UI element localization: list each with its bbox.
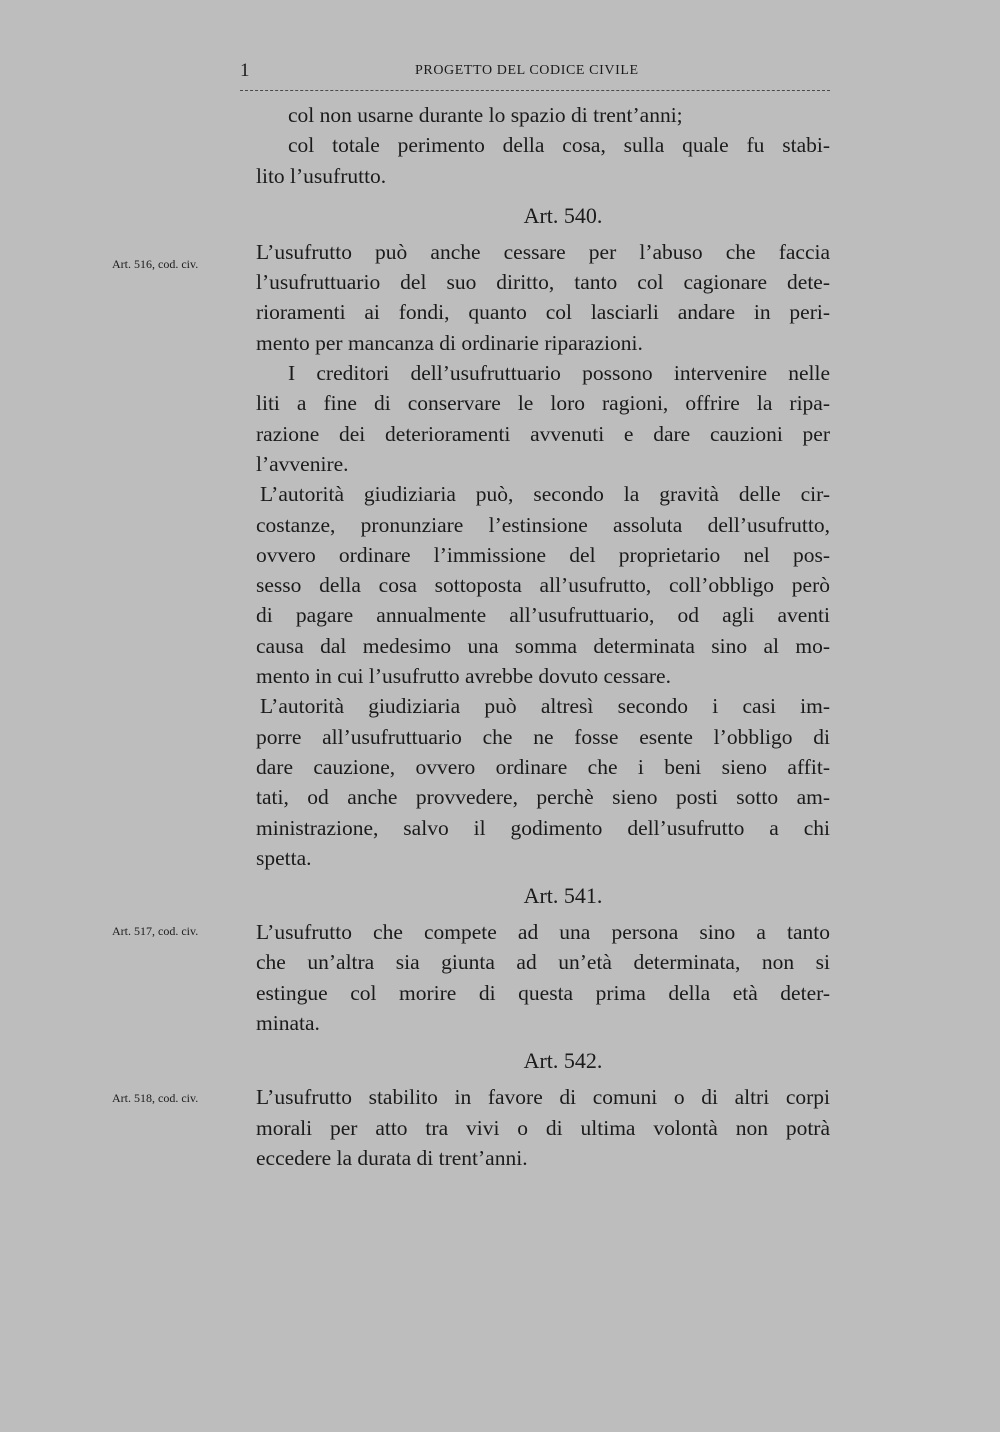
margin-note-art-541: Art. 517, cod. civ.: [112, 924, 199, 938]
text-line: col non usarne durante lo spazio di trent’anni;: [288, 103, 683, 127]
text-line: estingue col morire di questa prima della età deter-: [256, 980, 830, 1005]
text-line: di pagare annualmente all’usufruttuario, od agli aventi: [256, 603, 830, 628]
body-text: [256, 100, 830, 1173]
text-line: spetta.: [256, 845, 312, 870]
page-number: 1: [240, 60, 250, 81]
article-540-paragraph-4: [256, 691, 830, 873]
text-line: l’usufruttuario del suo diritto, tanto col cagionare dete-: [256, 270, 830, 295]
intro-paragraph: [256, 100, 830, 191]
margin-note-art-542: Art. 518, cod. civ.: [112, 1091, 199, 1105]
article-heading-540: Art. 540.: [523, 202, 603, 228]
article-540-paragraph-2: [256, 358, 830, 479]
text-line: l’avvenire.: [256, 451, 349, 476]
article-540-paragraph-1: [256, 237, 830, 358]
text-line: ministrazione, salvo il godimento dell’usufrutto a chi: [256, 815, 830, 840]
text-line: minata.: [256, 1011, 320, 1036]
text-line: dare cauzione, ovvero ordinare che i beni sieno affit-: [256, 754, 830, 779]
text-line: rioramenti ai fondi, quanto col lasciarli andare in peri-: [256, 300, 830, 325]
text-line: lito l’usufrutto.: [256, 163, 387, 188]
text-line: L’usufrutto che compete ad una persona sino a tanto: [256, 920, 830, 945]
text-line: eccedere la durata di trent’anni.: [256, 1145, 528, 1170]
margin-note-art-540: Art. 516, cod. civ.: [112, 257, 199, 271]
text-line: mento in cui l’usufrutto avrebbe dovuto cessare.: [256, 664, 671, 689]
text-line: I creditori dell’usufruttuario possono intervenire nelle: [288, 361, 830, 386]
text-line: L’autorità giudiziaria può, secondo la gravità delle cir-: [260, 482, 830, 507]
article-540-paragraph-3: [256, 479, 830, 691]
running-title: PROGETTO DEL CODICE CIVILE: [415, 63, 639, 78]
text-line: morali per atto tra vivi o di ultima volontà non potrà: [256, 1115, 830, 1140]
article-heading-541: Art. 541.: [523, 883, 603, 909]
text-line: L’autorità giudiziaria può altresì secondo i casi im-: [260, 694, 830, 719]
text-line: liti a fine di conservare le loro ragioni, offrire la ripa-: [256, 391, 830, 416]
text-line: L’usufrutto può anche cessare per l’abuso che faccia: [256, 239, 830, 264]
text-line: sesso della cosa sottoposta all’usufrutto, coll’obbligo però: [256, 573, 830, 598]
text-line: costanze, pronunziare l’estinsione assoluta dell’usufrutto,: [256, 512, 830, 537]
text-line: causa dal medesimo una somma determinata sino al mo-: [256, 633, 830, 658]
text-line: mento per mancanza di ordinarie riparazioni.: [256, 330, 643, 355]
article-542-paragraph-1: [256, 1082, 830, 1173]
running-header: [240, 58, 830, 91]
text-line: col totale perimento della cosa, sulla quale fu stabi-: [288, 133, 830, 158]
text-line: razione dei deterioramenti avvenuti e dare cauzioni per: [256, 421, 830, 446]
text-line: ovvero ordinare l’immissione del proprietario nel pos-: [256, 542, 830, 567]
article-heading-542: Art. 542.: [523, 1048, 603, 1074]
text-line: L’usufrutto stabilito in favore di comuni o di altri corpi: [256, 1085, 830, 1110]
text-line: tati, od anche provvedere, perchè sieno posti sotto am-: [256, 785, 830, 810]
article-541-paragraph-1: [256, 917, 830, 1038]
text-line: porre all’usufruttuario che ne fosse esente l’obbligo di: [256, 724, 830, 749]
text-line: che un’altra sia giunta ad un’età determinata, non si: [256, 950, 830, 975]
